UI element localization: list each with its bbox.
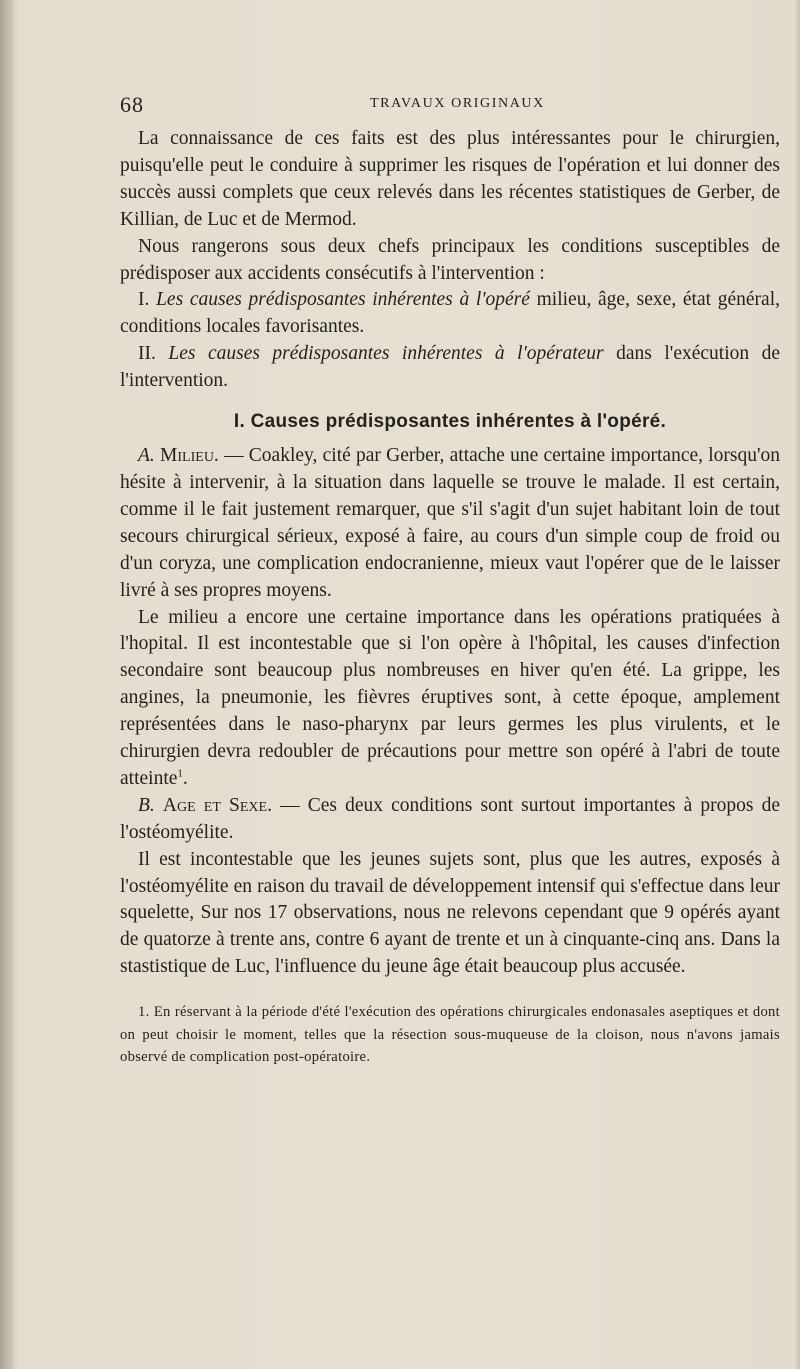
page-content [120,86,780,1069]
paragraph-text: — Coakley, cité par Gerber, attache une certaine importance, lorsqu'on hésite à intervenir, à la situation dans laquelle se trouve le malade. Il est certain, comme il le fait justement remarquer, que s'il s'agit d'un sujet habitant loin de tout secours chirurgical sérieux, exposé à faire, au cours d'un simple coup de froid ou d'un coryza, une complication endocranienne, mieux vaut l'opérer que de le laisser livré à ses propres moyens. [120,445,781,601]
list-number: II. [138,343,156,365]
paragraph-text: — Ces deux conditions sont surtout importantes à propos de l'ostéomyélite. [120,794,780,843]
subsection-letter: B. [138,794,155,816]
page-header [120,86,780,126]
paragraph-end: . [182,767,188,789]
page-edge [794,0,800,1369]
subsection-letter: A. [138,445,155,467]
footnote [120,1001,780,1069]
footnote-reference[interactable]: 1 [177,767,183,780]
list-item-operateur [120,341,780,395]
paragraph-intro: La connaissance de ces faits est des plus intéressantes pour le chirurgien, puisqu'elle peut le conduire à supprimer les risques de l'opération et lui donner des succès aussi complets que ceux relevés dans les récentes statistiques de Gerber, de Killian, de Luc et de Mermod. [120,128,780,230]
running-head: TRAVAUX ORIGINAUX [370,96,545,111]
book-spine-shadow [0,0,14,1369]
paragraph-text: Le milieu a encore une certaine importance dans les opérations pratiquées à l'hopital. Il est incontestable que si l'on opère à l'hôpital, les causes d'infection secondaire sont beaucoup plus nombreuses en hiver qu'en été. La grippe, les angines, la pneumonie, les fièvres éruptives sont, à cette époque, amplement représentées dans le naso-pharynx par leurs germes les plus virulents, et le chirurgien devra redoubler de précautions pour mettre son opéré à l'abri de toute atteinte [120,606,780,789]
page-number: 68 [120,92,144,117]
subsection-label: Milieu. [160,445,219,467]
paragraph-hopital [120,605,780,793]
list-title: Les causes prédisposantes inhérentes à l'opéré [156,289,530,311]
paragraph-jeunes-sujets: Il est incontestable que les jeunes sujets sont, plus que les autres, exposés à l'ostéomyélite en raison du travail de développement intensif qui s'effectue dans leur squelette, Sur nos 17 observations, nous ne relevons cependant que 9 opérés ayant de quatorze à trente ans, contre 6 ayant de trente et un à cinquante-cinq ans. Dans la stastistique de Luc, l'influence du jeune âge était beaucoup plus accusée. [120,848,780,978]
paragraph-chefs: Nous rangerons sous deux chefs principaux les conditions susceptibles de prédisposer aux accidents consécutifs à l'intervention : [120,235,780,284]
list-title: Les causes prédisposantes inhérentes à l'opérateur [168,343,604,365]
paragraph-milieu [120,443,780,604]
footnote-text: En réservant à la période d'été l'exécution des opérations chirurgicales endonasales aseptiques et dont on peut choisir le moment, telles que la résection sous-muqueuse de la cloison, nous n'avons jamais observé de complication post-opératoire. [120,1004,781,1066]
list-text: milieu, âge, sexe, état général, conditions locales favorisantes. [120,289,780,338]
paragraph-age-sexe [120,793,780,847]
list-number: I. [138,289,150,311]
subsection-label: Age et Sexe. [162,794,272,816]
section-heading: I. Causes prédisposantes inhérentes à l'opéré. [233,411,667,433]
list-text: dans l'exécution de l'intervention. [120,343,781,392]
list-item-operé [120,287,780,341]
footnote-number: 1. [138,1004,150,1021]
